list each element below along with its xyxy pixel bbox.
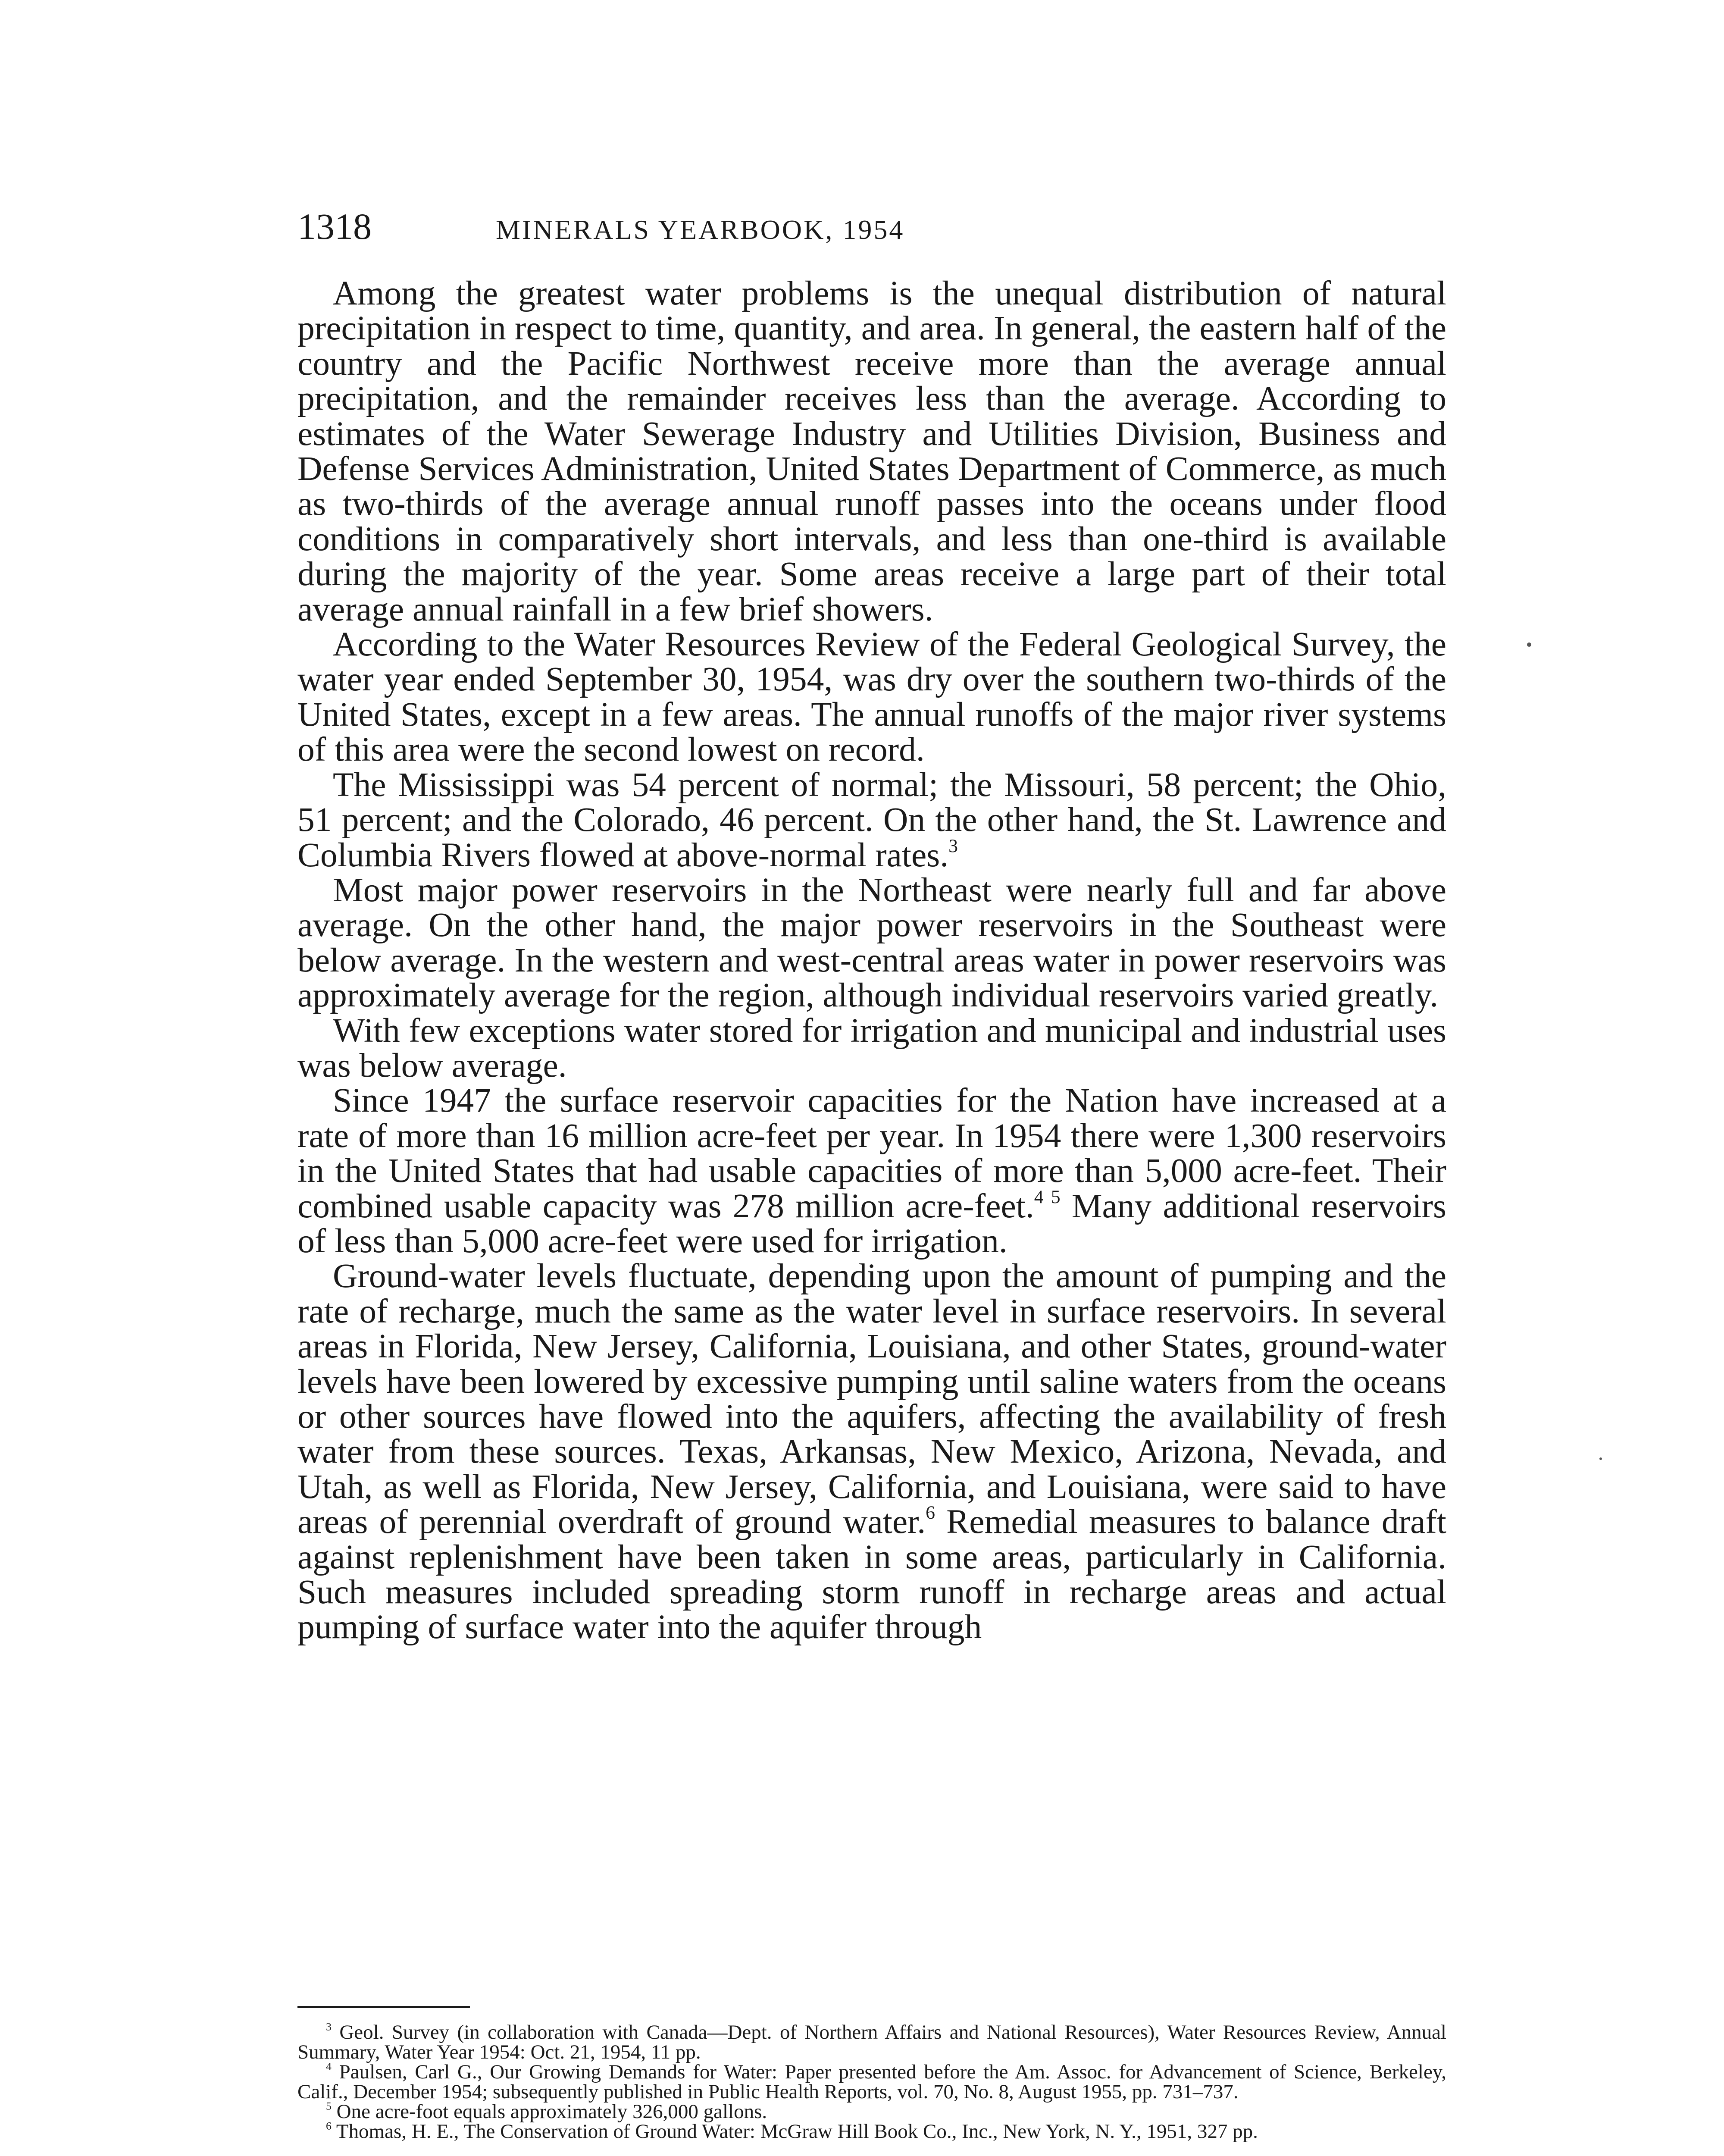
paragraph-power-reservoirs [297,873,1446,1013]
paragraph-irrigation-storage [297,1013,1446,1084]
footnote-mark: 6 [326,2119,332,2132]
paragraph-text: Among the greatest water problems is the unequal distribution of natural precipitation in respect to time, quantity, and area. In general, the eastern half of the country and the Pacific Northwest receive more than the average annual precipitation, and the remainder receives less than the average. According to estimates of the Water Sewerage Industry and Utilities Division, Business and Defense Services Administration, United States Department of Commerce, as much as two-thirds of the average annual runoff passes into the oceans under flood conditions in comparatively short intervals, and less than one-third is available during the majority of the year. Some areas receive a large part of their total average annual rainfall in a few brief showers. [297,274,1446,628]
paragraph-precipitation [297,276,1446,627]
footnote-item [297,2119,1446,2143]
body-text [297,276,1446,1645]
footnotes [297,2022,1446,2141]
footnote-reference: 3 [948,835,958,856]
paragraph-river-flows [297,765,1446,874]
footnote-text: One acre-foot equals approximately 326,000 gallons. [336,2100,767,2123]
paragraph-water-resources-review [297,627,1446,768]
footnote-item [297,2062,1446,2102]
paragraph-text: According to the Water Resources Review of the Federal Geological Survey, the water year ended September 30, 1954, was dry over the southern two-thirds of the United States, except in a few areas. The annual runoffs of the major river systems of this area were the second lowest on record. [297,625,1446,769]
footnote-text: Thomas, H. E., The Conservation of Ground Water: McGraw Hill Book Co., Inc., New York, N. Y., 1951, 327 pp. [336,2120,1258,2143]
running-head [297,203,1446,250]
scan-speck [1599,1457,1602,1460]
footnote-divider [297,2006,470,2008]
footnote-mark: 5 [326,2100,332,2112]
paragraph-text: The Mississippi was 54 percent of normal; the Missouri, 58 percent; the Ohio, 51 percent; and the Colorado, 46 percent. On the other hand, the St. Lawrence and Columbia Rivers flowed at above-normal rates. [297,765,1446,874]
footnote-text: Paulsen, Carl G., Our Growing Demands for Water: Paper presented before the Am. Assoc. for Advancement of Science, Berkeley, Calif., December 1954; subsequently published in Public Health Reports, vol. 70, No. 8, August 1955, pp. 731–737. [297,2061,1446,2103]
footnote-reference: 4 5 [1034,1186,1061,1207]
footnote-text: Geol. Survey (in collaboration with Canada—Dept. of Northern Affairs and National Resources), Water Resources Review, Annual Summary, Water Year 1954: Oct. 21, 1954, 11 pp. [297,2021,1446,2063]
page-number: 1318 [297,206,372,247]
paragraph-text: Remedial measures to balance draft against replenishment have been taken in some areas, particularly in California. Such measures included spreading storm runoff in recharge areas and actual pumping of surface water into the aquifer through [297,1503,1446,1646]
footnote-reference: 6 [926,1502,935,1523]
footnote-item [297,2102,1446,2122]
paragraph-text: Since 1947 the surface reservoir capacities for the Nation have increased at a rate of more than 16 million acre-feet per year. In 1954 there were 1,300 reservoirs in the United States that had usable capacities of more than 5,000 acre-feet. Their combined usable capacity was 278 million acre-feet. [297,1081,1446,1225]
header-title: MINERALS YEARBOOK, 1954 [496,214,905,245]
paragraph-reservoir-capacity [297,1083,1446,1259]
paragraph-text: Ground-water levels fluctuate, depending upon the amount of pumping and the rate of recharge, much the same as the water level in surface reservoirs. In several areas in Florida, New Jersey, California, Louisiana, and other States, ground-water levels have been lowered by excessive pumping until saline waters from the oceans or other sources have flowed into the aquifers, affecting the availability of fresh water from these sources. Texas, Arkansas, New Mexico, Arizona, Nevada, and Utah, as well as Florida, New Jersey, California, and Louisiana, were said to have areas of perennial overdraft of ground water. [297,1257,1446,1541]
scan-speck [1527,642,1531,647]
paragraph-text: Most major power reservoirs in the Northeast were nearly full and far above average. On the other hand, the major power reservoirs in the Southeast were below average. In the western and west-central areas water in power reservoirs was approximately average for the region, although individual reservoirs varied greatly. [297,871,1446,1015]
paragraph-text: With few exceptions water stored for irrigation and municipal and industrial uses was below average. [297,1011,1446,1084]
paragraph-ground-water [297,1259,1446,1645]
footnote-item [297,2022,1446,2062]
paragraph-text: Many additional reservoirs of less than 5,000 acre-feet were used for irrigation. [297,1187,1446,1260]
footnote-mark: 4 [326,2060,332,2073]
footnote-mark: 3 [326,2020,332,2033]
